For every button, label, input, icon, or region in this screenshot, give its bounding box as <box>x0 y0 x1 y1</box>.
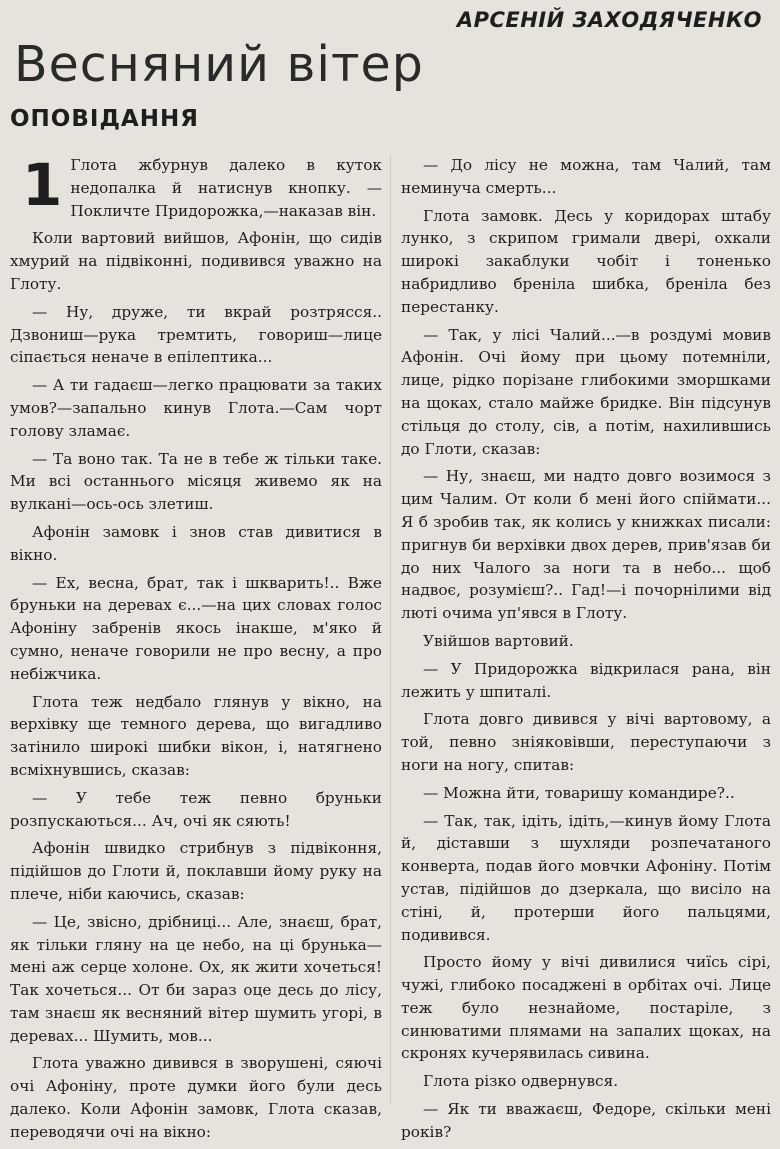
paragraph: — А ти гадаєш—легко працювати за таких умов?—запально кинув Глота.—Сам чорт голову зламає. <box>10 376 382 440</box>
left-column <box>10 151 382 1149</box>
paragraph: Просто йому у вічі дивилися чиїсь сірі, чужі, глибоко посаджені в орбітах очі. Лице теж було незнайоме, постаріле, з синюватими плямами на запалих щоках, на скронях кучерявилась сивина. <box>401 953 771 1063</box>
paragraph: Коли вартовий вийшов, Афонін, що сидів хмурий на підвіконні, подивився уважно на Глоту. <box>10 229 382 293</box>
author-name: АРСЕНІЙ ЗАХОДЯЧЕНКО <box>456 8 762 32</box>
story-subtitle: ОПОВІДАННЯ <box>10 106 199 132</box>
paragraph: Глота теж недбало глянув у вікно, на верхівку ще темного дерева, що вигадливо затінило широкі шибки вікон, і, натягнено всміхнувшись, сказав: <box>10 692 382 779</box>
paragraph: — Ну, друже, ти вкрай розтрясся.. Дзвониш—рука тремтить, говориш—лице сіпається неначе в епілептика... <box>10 302 382 367</box>
paragraph: Глота замовк. Десь у коридорах штабу лунко, з скрипом гримали двері, охкали широкі закаблуки чобіт і тоненько набридливо бреніла шибка, бреніла без перестанку. <box>401 206 771 316</box>
paragraph: Глота уважно дивився в зворушені, сяючі очі Афоніну, проте думки його були десь далеко. Коли Афонін замовк, Глота сказав, переводячи очі на вікно: <box>10 1054 382 1141</box>
story-title: Весняний вітер <box>14 36 424 93</box>
paragraph: Глота довго дивився у вічі вартовому, а той, певно зніяковівши, переступаючи з ноги на ногу, спитав: <box>401 710 771 774</box>
paragraph: — Як ти вважаєш, Федоре, скільки мені років? <box>401 1100 771 1141</box>
paragraph: — Та воно так. Та не в тебе ж тільки таке. Ми всі останнього місяця живемо як на вулкані—ось-ось злетиш. <box>10 449 382 514</box>
paragraph: — Це, звісно, дрібниці... Але, знаєш, брат, як тільки гляну на це небо, на ці брунька—мені аж серце холоне. Ох, як жити хочеться! Так хочеться... От би зараз оце десь до лісу, там знаєш як весняний вітер шумить угорі, в деревах... Шумить, мов... <box>10 912 382 1045</box>
paragraph: — Так, так, ідіть, ідіть,—кинув йому Глота й, діставши з шухляди розпечатаного конверта, подав його мовчки Афоніну. Потім устав, підійшов до дзеркала, що висіло на стіні, й, протерши його пальцями, подивився. <box>401 811 771 944</box>
paragraph: Глота жбурнув далеко в куток недопалка й натиснув кнопку. — Покличте Придорожка,—наказав він. <box>70 156 382 220</box>
paragraph: — Так, у лісі Чалий...—в роздумі мовив Афонін. Очі йому при цьому потемніли, лице, рідко порізане глибокими зморшками на щоках, стало майже бридке. Він підсунув стільця до столу, сів, а потім, нахилившись до Глоти, сказав: <box>401 325 771 458</box>
paragraph: — Ну, знаєш, ми надто довго возимося з цим Чалим. От коли б мені його спіймати... Я б зробив так, як колись у книжках писали: пригнув би верхівки двох дерев, прив'язав би до них Чалого за ноги та в небо... щоб надвоє, розумієш?.. Гад!—і почорнілими від люті очима уп'явся в Глоту. <box>401 467 771 623</box>
paragraph: — У Придорожка відкрилася рана, він лежить у шпиталі. <box>401 659 771 701</box>
paragraph: Глота різко одвернувся. <box>423 1072 619 1091</box>
paragraph: Увійшов вартовий. <box>423 631 574 650</box>
drop-cap-numeral: 1 <box>22 151 63 219</box>
paragraph: — У тебе теж певно бруньки розпускаються... Ач, очі як сяють! <box>10 788 382 830</box>
paragraph: — До лісу не можна, там Чалий, там неминуча смерть... <box>401 156 771 197</box>
paragraph: Афонін швидко стрибнув з підвіконня, підійшов до Глоти й, поклавши йому руку на плече, ніби каючись, сказав: <box>10 839 382 903</box>
paragraph: Афонін замовк і знов став дивитися в вікно. <box>10 522 382 564</box>
right-column <box>401 154 771 1149</box>
paragraph: — Можна йти, товаришу командире?.. <box>423 783 735 802</box>
paragraph: — Ех, весна, брат, так і шкварить!.. Вже бруньки на деревах є...—на цих словах голос Афоніну забренів якось інакше, м'яко й сумно, неначе говорили не про весну, а про небіжчика. <box>10 573 382 683</box>
column-divider <box>390 154 391 1104</box>
